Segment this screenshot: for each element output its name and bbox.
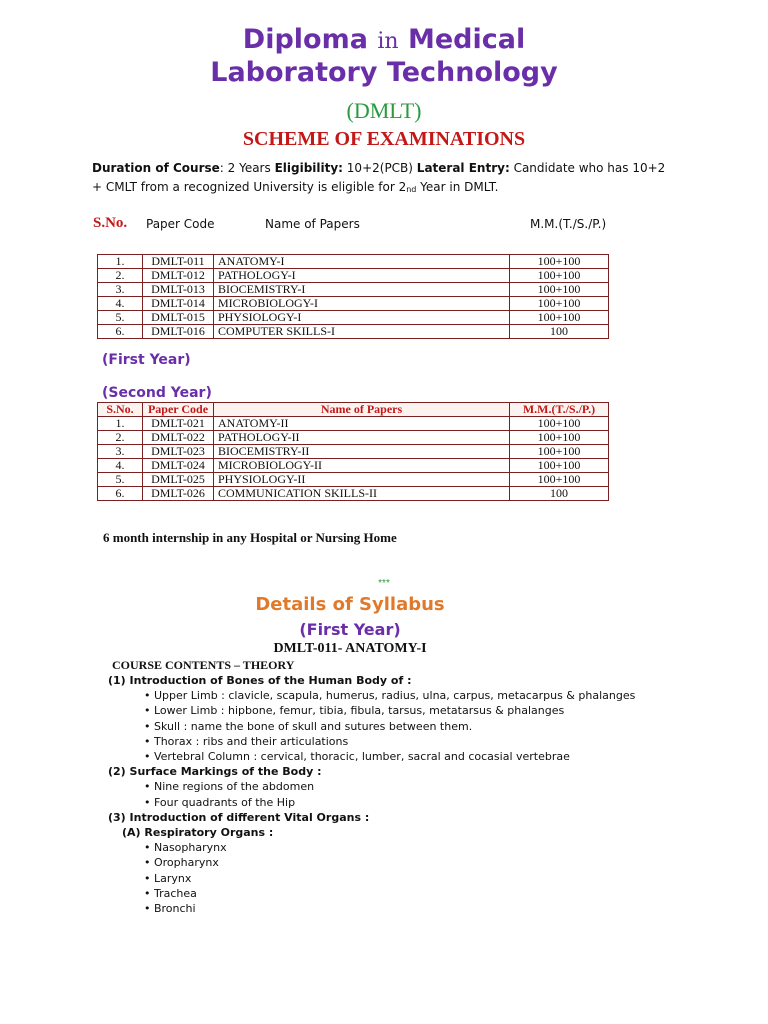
syllabus-bullet: • Larynx bbox=[144, 871, 192, 885]
syllabus-bullet: • Four quadrants of the Hip bbox=[144, 795, 296, 809]
cell-paper-code: DMLT-011 bbox=[143, 255, 214, 269]
syllabus-bullet: • Trachea bbox=[144, 886, 197, 900]
first-year-table bbox=[97, 254, 609, 339]
cell-max-marks: 100+100 bbox=[510, 283, 609, 297]
table-row bbox=[98, 417, 609, 431]
duration-paragraph bbox=[92, 159, 672, 199]
second-year-table bbox=[97, 402, 609, 501]
table-row bbox=[98, 473, 609, 487]
cell-sno: 2. bbox=[98, 431, 143, 445]
col-name-of-papers: Name of Papers bbox=[214, 403, 510, 417]
syllabus-bullet: • Oropharynx bbox=[144, 856, 219, 870]
cell-paper-name: PHYSIOLOGY-II bbox=[214, 473, 510, 487]
syllabus-heading: (A) Respiratory Organs : bbox=[122, 826, 274, 840]
lateral-entry-value: Candidate who has 10+2 + CMLT from a recognized University is eligible for 2 bbox=[92, 161, 666, 194]
cell-paper-name: MICROBIOLOGY-I bbox=[214, 297, 510, 311]
col-paper-code: Paper Code bbox=[143, 403, 214, 417]
cell-max-marks: 100+100 bbox=[510, 431, 609, 445]
header-sno: S.No. bbox=[93, 215, 128, 231]
second-year-label: (Second Year) bbox=[102, 385, 212, 401]
table-row bbox=[98, 283, 609, 297]
cell-paper-name: COMMUNICATION SKILLS-II bbox=[214, 487, 510, 501]
table-row bbox=[98, 445, 609, 459]
table-row bbox=[98, 297, 609, 311]
title-diploma: Diploma bbox=[242, 24, 368, 55]
cell-max-marks: 100+100 bbox=[510, 445, 609, 459]
cell-sno: 5. bbox=[98, 473, 143, 487]
title-line-1 bbox=[0, 24, 768, 58]
syllabus-bullet: • Upper Limb : clavicle, scapula, humerus, radius, ulna, carpus, metacarpus & phalanges bbox=[144, 689, 636, 703]
cell-sno: 1. bbox=[98, 417, 143, 431]
cell-paper-name: ANATOMY-I bbox=[214, 255, 510, 269]
cell-max-marks: 100+100 bbox=[510, 417, 609, 431]
cell-paper-name: MICROBIOLOGY-II bbox=[214, 459, 510, 473]
col-max-marks: M.M.(T./S./P.) bbox=[510, 403, 609, 417]
section-separator: *** bbox=[378, 578, 390, 589]
syllabus-paper: DMLT-011- ANATOMY-I bbox=[273, 641, 427, 656]
title-line-2: Laboratory Technology bbox=[210, 57, 558, 88]
cell-sno: 2. bbox=[98, 269, 143, 283]
eligibility-value: 10+2(PCB) bbox=[342, 161, 417, 175]
cell-sno: 3. bbox=[98, 445, 143, 459]
duration-label: Duration of Course bbox=[92, 161, 220, 175]
cell-paper-code: DMLT-021 bbox=[143, 417, 214, 431]
scheme-heading: SCHEME OF EXAMINATIONS bbox=[242, 128, 526, 150]
syllabus-bullet: • Thorax : ribs and their articulations bbox=[144, 734, 349, 748]
cell-paper-code: DMLT-025 bbox=[143, 473, 214, 487]
cell-sno: 5. bbox=[98, 311, 143, 325]
table-row bbox=[98, 487, 609, 501]
first-year-label: (First Year) bbox=[102, 352, 191, 368]
course-abbreviation: (DMLT) bbox=[346, 98, 422, 123]
title-medical: Medical bbox=[407, 24, 526, 55]
cell-paper-code: DMLT-026 bbox=[143, 487, 214, 501]
ordinal-suffix: nd bbox=[406, 185, 417, 194]
duration-value: : 2 Years bbox=[219, 161, 275, 175]
cell-paper-name: PATHOLOGY-II bbox=[214, 431, 510, 445]
header-name-of-papers: Name of Papers bbox=[265, 217, 360, 231]
cell-paper-code: DMLT-016 bbox=[143, 325, 214, 339]
table-row bbox=[98, 269, 609, 283]
cell-sno: 6. bbox=[98, 325, 143, 339]
cell-paper-code: DMLT-015 bbox=[143, 311, 214, 325]
cell-paper-name: BIOCEMISTRY-I bbox=[214, 283, 510, 297]
cell-paper-name: BIOCEMISTRY-II bbox=[214, 445, 510, 459]
syllabus-title: Details of Syllabus bbox=[255, 594, 445, 615]
lateral-entry-end: Year in DMLT. bbox=[416, 180, 499, 194]
header-paper-code: Paper Code bbox=[146, 217, 215, 231]
cell-max-marks: 100+100 bbox=[510, 297, 609, 311]
syllabus-bullet: • Bronchi bbox=[144, 902, 196, 916]
cell-paper-code: DMLT-022 bbox=[143, 431, 214, 445]
header-max-marks: M.M.(T./S./P.) bbox=[530, 217, 607, 231]
cell-sno: 6. bbox=[98, 487, 143, 501]
lateral-entry-label: Lateral Entry: bbox=[416, 161, 510, 175]
cell-max-marks: 100+100 bbox=[510, 311, 609, 325]
cell-paper-code: DMLT-013 bbox=[143, 283, 214, 297]
second-year-header-row bbox=[98, 403, 609, 417]
cell-paper-name: ANATOMY-II bbox=[214, 417, 510, 431]
syllabus-bullet: • Skull : name the bone of skull and sutures between them. bbox=[144, 719, 473, 733]
cell-max-marks: 100 bbox=[510, 487, 609, 501]
syllabus-bullet: • Nine regions of the abdomen bbox=[144, 780, 315, 794]
cell-max-marks: 100+100 bbox=[510, 473, 609, 487]
cell-paper-name: PHYSIOLOGY-I bbox=[214, 311, 510, 325]
cell-paper-code: DMLT-012 bbox=[143, 269, 214, 283]
syllabus-heading: (2) Surface Markings of the Body : bbox=[108, 765, 322, 779]
table-row bbox=[98, 255, 609, 269]
table-row bbox=[98, 431, 609, 445]
cell-paper-code: DMLT-024 bbox=[143, 459, 214, 473]
syllabus-bullet: • Nasopharynx bbox=[144, 841, 227, 855]
syllabus-heading: (1) Introduction of Bones of the Human Body of : bbox=[108, 674, 412, 687]
col-sno: S.No. bbox=[98, 403, 143, 417]
cell-paper-code: DMLT-023 bbox=[143, 445, 214, 459]
internship-note: 6 month internship in any Hospital or Nursing Home bbox=[103, 530, 397, 545]
course-contents-heading: COURSE CONTENTS – THEORY bbox=[112, 658, 295, 672]
cell-max-marks: 100+100 bbox=[510, 459, 609, 473]
cell-sno: 4. bbox=[98, 459, 143, 473]
cell-paper-name: COMPUTER SKILLS-I bbox=[214, 325, 510, 339]
syllabus-bullet: • Vertebral Column : cervical, thoracic, lumber, sacral and cocasial vertebrae bbox=[144, 750, 570, 764]
table-row bbox=[98, 311, 609, 325]
cell-sno: 1. bbox=[98, 255, 143, 269]
cell-paper-code: DMLT-014 bbox=[143, 297, 214, 311]
eligibility-label: Eligibility: bbox=[274, 161, 343, 175]
cell-sno: 4. bbox=[98, 297, 143, 311]
cell-sno: 3. bbox=[98, 283, 143, 297]
table-row bbox=[98, 325, 609, 339]
syllabus-bullet: • Lower Limb : hipbone, femur, tibia, fibula, tarsus, metatarsus & phalanges bbox=[144, 704, 565, 718]
cell-max-marks: 100+100 bbox=[510, 269, 609, 283]
title-in: in bbox=[377, 29, 399, 54]
syllabus-heading: (3) Introduction of different Vital Organs : bbox=[108, 810, 370, 824]
cell-max-marks: 100 bbox=[510, 325, 609, 339]
syllabus-content bbox=[108, 673, 635, 916]
table-row bbox=[98, 459, 609, 473]
cell-paper-name: PATHOLOGY-I bbox=[214, 269, 510, 283]
cell-max-marks: 100+100 bbox=[510, 255, 609, 269]
syllabus-year: (First Year) bbox=[299, 620, 401, 639]
